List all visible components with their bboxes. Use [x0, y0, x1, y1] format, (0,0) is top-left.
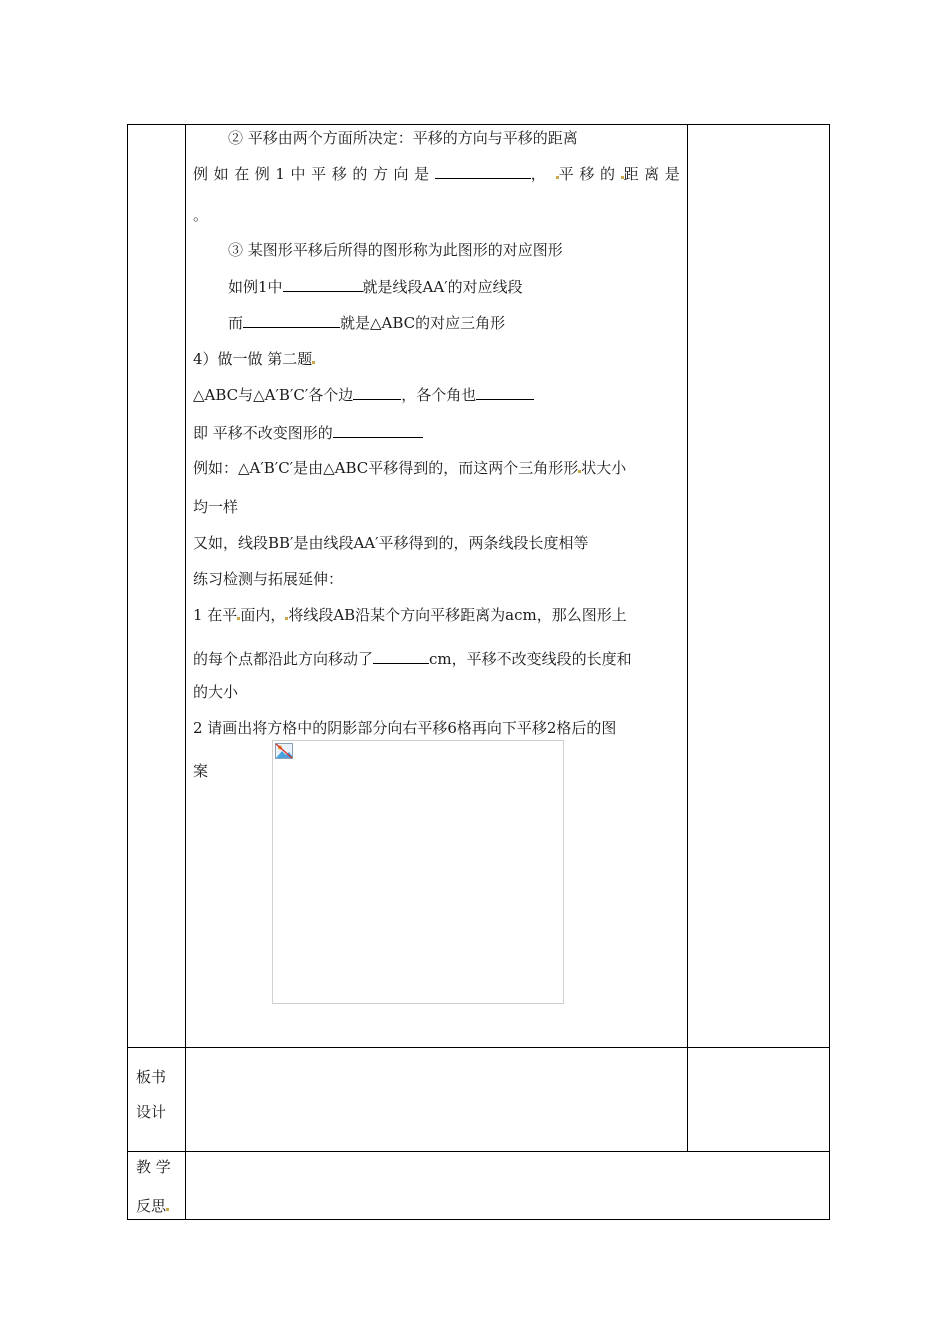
same-size-line	[193, 497, 238, 517]
text: 距离是	[623, 165, 686, 183]
example-triangle-shape-line	[193, 458, 626, 478]
text: ，各个角也	[401, 386, 477, 404]
reflection-label-2	[136, 1196, 169, 1216]
activity-heading	[193, 349, 315, 369]
table-top-border	[127, 124, 830, 125]
conclusion-line	[193, 422, 423, 443]
text: 状大小	[581, 459, 627, 477]
text: 面内，	[240, 606, 286, 624]
table-right-border	[829, 124, 830, 1220]
example-direction-line	[193, 163, 685, 184]
text: 例如：△A′B′C′是由△ABC平移得到的，而这两个三角形形	[193, 459, 579, 477]
text: 反思	[136, 1197, 167, 1215]
text: 。	[193, 206, 209, 224]
text: 教 学	[136, 1158, 171, 1176]
point-3	[228, 240, 563, 260]
blank	[476, 384, 534, 400]
question-1-line-2	[193, 648, 632, 669]
text: 如例1中	[228, 278, 283, 296]
question-2-line-2	[193, 761, 208, 781]
row-divider-1	[127, 1047, 830, 1048]
mark-dot	[166, 1208, 169, 1211]
blank	[435, 163, 531, 179]
text: ，	[530, 165, 546, 183]
text: ② 平移由两个方面所决定：平移的方向与平移的距离	[228, 129, 578, 147]
text: 1 在平	[193, 606, 238, 624]
triangle-compare-line	[193, 384, 534, 405]
text: 案	[193, 762, 209, 780]
text: 4）做一做 第二题	[193, 350, 313, 368]
mark-dot	[312, 361, 315, 364]
label-column-divider	[185, 124, 186, 1220]
row-divider-2	[127, 1151, 830, 1152]
question-1-line-3	[193, 682, 238, 702]
practice-heading	[193, 569, 343, 589]
text: 将线段AB沿某个方向平移距离为acm，那么图形上	[288, 606, 627, 624]
board-design-label-2	[136, 1102, 166, 1122]
text: ③ 某图形平移后所得的图形称为此图形的对应图形	[228, 241, 563, 259]
text: 板书	[136, 1068, 167, 1086]
text: 的每个点都沿此方向移动了	[193, 650, 374, 668]
text: 均一样	[193, 498, 239, 516]
point-2	[228, 128, 578, 148]
text: cm，平移不改变线段的长度和	[429, 650, 632, 668]
notes-column-divider	[687, 124, 688, 1152]
text: 就是△ABC的对应三角形	[340, 314, 506, 332]
text: 而	[228, 314, 244, 332]
example-triangle-line	[228, 312, 505, 333]
broken-image-icon	[275, 743, 293, 759]
reflection-label-1	[136, 1157, 171, 1177]
table-left-border	[127, 124, 128, 1220]
text: 设计	[136, 1103, 167, 1121]
grid-image-placeholder	[272, 740, 564, 1004]
question-1-line-1	[193, 605, 627, 625]
board-design-label-1	[136, 1067, 166, 1087]
segment-example-line	[193, 533, 589, 553]
table-bottom-border	[127, 1219, 830, 1220]
example-segment-line	[228, 276, 523, 297]
text: 又如，线段BB′是由线段AA′平移得到的，两条线段长度相等	[193, 534, 589, 552]
text: 的大小	[193, 683, 239, 701]
question-2-line-1	[193, 718, 616, 738]
blank	[283, 276, 363, 292]
period-line	[193, 205, 208, 225]
blank	[333, 422, 423, 438]
text: 即 平移不改变图形的	[193, 424, 333, 442]
blank	[353, 384, 401, 400]
text: △ABC与△A′B′C′各个边	[193, 386, 354, 404]
text: 就是线段AA′的对应线段	[362, 278, 523, 296]
text: 平移的	[558, 165, 621, 183]
text: 2 请画出将方格中的阴影部分向右平移6格再向下平移2格后的图	[193, 719, 617, 737]
text: 练习检测与拓展延伸：	[193, 570, 344, 588]
blank	[373, 648, 429, 664]
blank	[243, 312, 340, 328]
text: 例如在例1中平移的方向是	[193, 165, 435, 183]
